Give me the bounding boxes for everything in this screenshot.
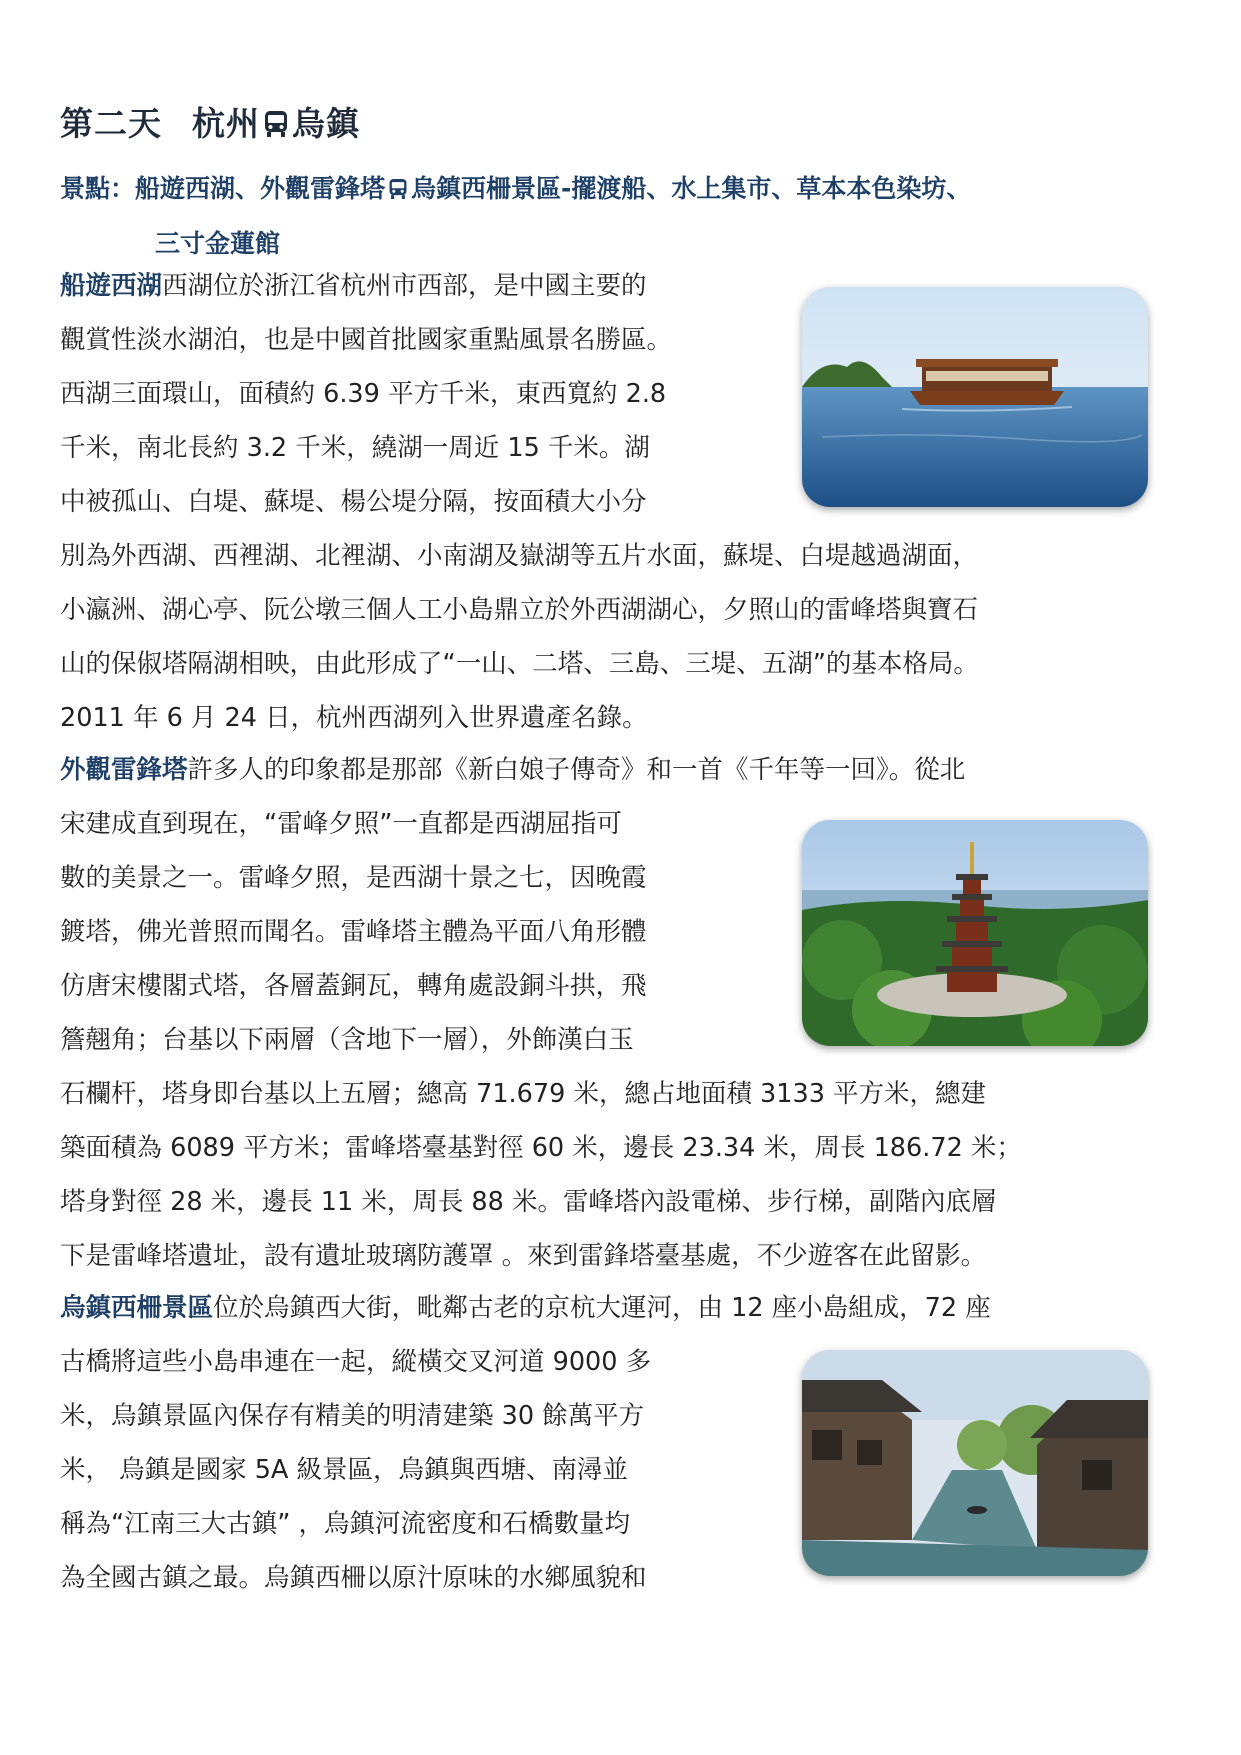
- text-line: 數的美景之一。雷峰夕照，是西湖十景之七，因晚霞: [60, 863, 647, 893]
- text-line: 千米，南北長約 3.2 千米，繞湖一周近 15 千米。湖: [60, 433, 650, 463]
- bus-icon: [263, 107, 289, 146]
- west-lake-heading: 船遊西湖: [60, 271, 163, 301]
- west-lake-boat-photo: [802, 287, 1148, 507]
- day-title: [60, 98, 360, 146]
- text-line: 中被孤山、白堤、蘇堤、楊公堤分隔，按面積大小分: [60, 487, 647, 517]
- text-line: 為全國古鎮之最。烏鎮西柵以原汁原味的水鄉風貌和: [60, 1563, 647, 1593]
- text-line: 稱為“江南三大古鎮” ，烏鎮河流密度和石橋數量均: [60, 1509, 631, 1539]
- text-line: 位於烏鎮西大街，毗鄰古老的京杭大運河，由 12 座小島組成，72 座: [213, 1293, 991, 1323]
- text-line: 築面積為 6089 平方米；雷峰塔臺基對徑 60 米，邊長 23.34 米，周長 186.72 米；: [60, 1133, 1022, 1163]
- text-line: 鍍塔，佛光普照而聞名。雷峰塔主體為平面八角形體: [60, 917, 647, 947]
- text-line: 古橋將這些小島串連在一起，縱橫交叉河道 9000 多: [60, 1347, 652, 1377]
- text-line: 下是雷峰塔遺址，設有遺址玻璃防護罩 。來到雷鋒塔臺基處，不少遊客在此留影。: [60, 1241, 987, 1271]
- text-line: 米， 烏鎮是國家 5A 級景區，烏鎮與西塘、南潯並: [60, 1455, 628, 1485]
- text-line: 2011 年 6 月 24 日，杭州西湖列入世界遺產名錄。: [60, 703, 648, 733]
- spots-line1-b: 烏鎮西柵景區-擺渡船、水上集市、草本本色染坊、: [411, 174, 972, 203]
- leifeng-heading: 外觀雷鋒塔: [60, 755, 188, 785]
- text-line: 西湖位於浙江省杭州市西部，是中國主要的: [162, 271, 647, 301]
- text-line: 西湖三面環山，面積約 6.39 平方千米，東西寬約 2.8: [60, 379, 667, 409]
- text-line: 觀賞性淡水湖泊，也是中國首批國家重點風景名勝區。: [60, 325, 673, 355]
- text-line: 簷翹角；台基以下兩層（含地下一層），外飾漢白玉: [60, 1025, 634, 1055]
- city-from: 杭州: [192, 104, 260, 143]
- leifeng-pagoda-photo: [802, 820, 1148, 1046]
- text-line: 宋建成直到現在，“雷峰夕照”一直都是西湖屈指可: [60, 809, 622, 839]
- spots-line2: 三寸金蓮館: [155, 229, 281, 258]
- text-line: 仿唐宋樓閣式塔，各層蓋銅瓦，轉角處設銅斗拱，飛: [60, 971, 647, 1001]
- spots-label: 景點：: [60, 174, 136, 203]
- text-line: 小瀛洲、湖心亭、阮公墩三個人工小島鼎立於外西湖湖心，夕照山的雷峰塔與寶石: [60, 595, 979, 625]
- day-label: 第二天: [60, 104, 162, 143]
- text-line: 石欄杆，塔身即台基以上五層；總高 71.679 米，總占地面積 3133 平方米，總建: [60, 1079, 987, 1109]
- spots-line1-a: 船遊西湖、外觀雷鋒塔: [135, 174, 386, 203]
- text-line: 別為外西湖、西裡湖、北裡湖、小南湖及嶽湖等五片水面，蘇堤、白堤越過湖面，: [60, 541, 979, 571]
- text-line: 山的保俶塔隔湖相映，由此形成了“一山、二塔、三島、三堤、五湖”的基本格局。: [60, 649, 979, 679]
- bus-icon: [388, 166, 408, 218]
- wuzhen-canal-photo: [802, 1350, 1148, 1576]
- text-line: 許多人的印象都是那部《新白娘子傳奇》和一首《千年等一回》。從北: [187, 755, 966, 785]
- text-line: 米，烏鎮景區內保存有精美的明清建築 30 餘萬平方: [60, 1401, 645, 1431]
- text-line: 塔身對徑 28 米，邊長 11 米，周長 88 米。雷峰塔內設電梯、步行梯，副階內底層: [60, 1187, 997, 1217]
- wuzhen-heading: 烏鎮西柵景區: [60, 1293, 214, 1323]
- city-to: 烏鎮: [292, 104, 360, 143]
- spots-list: [60, 163, 1190, 270]
